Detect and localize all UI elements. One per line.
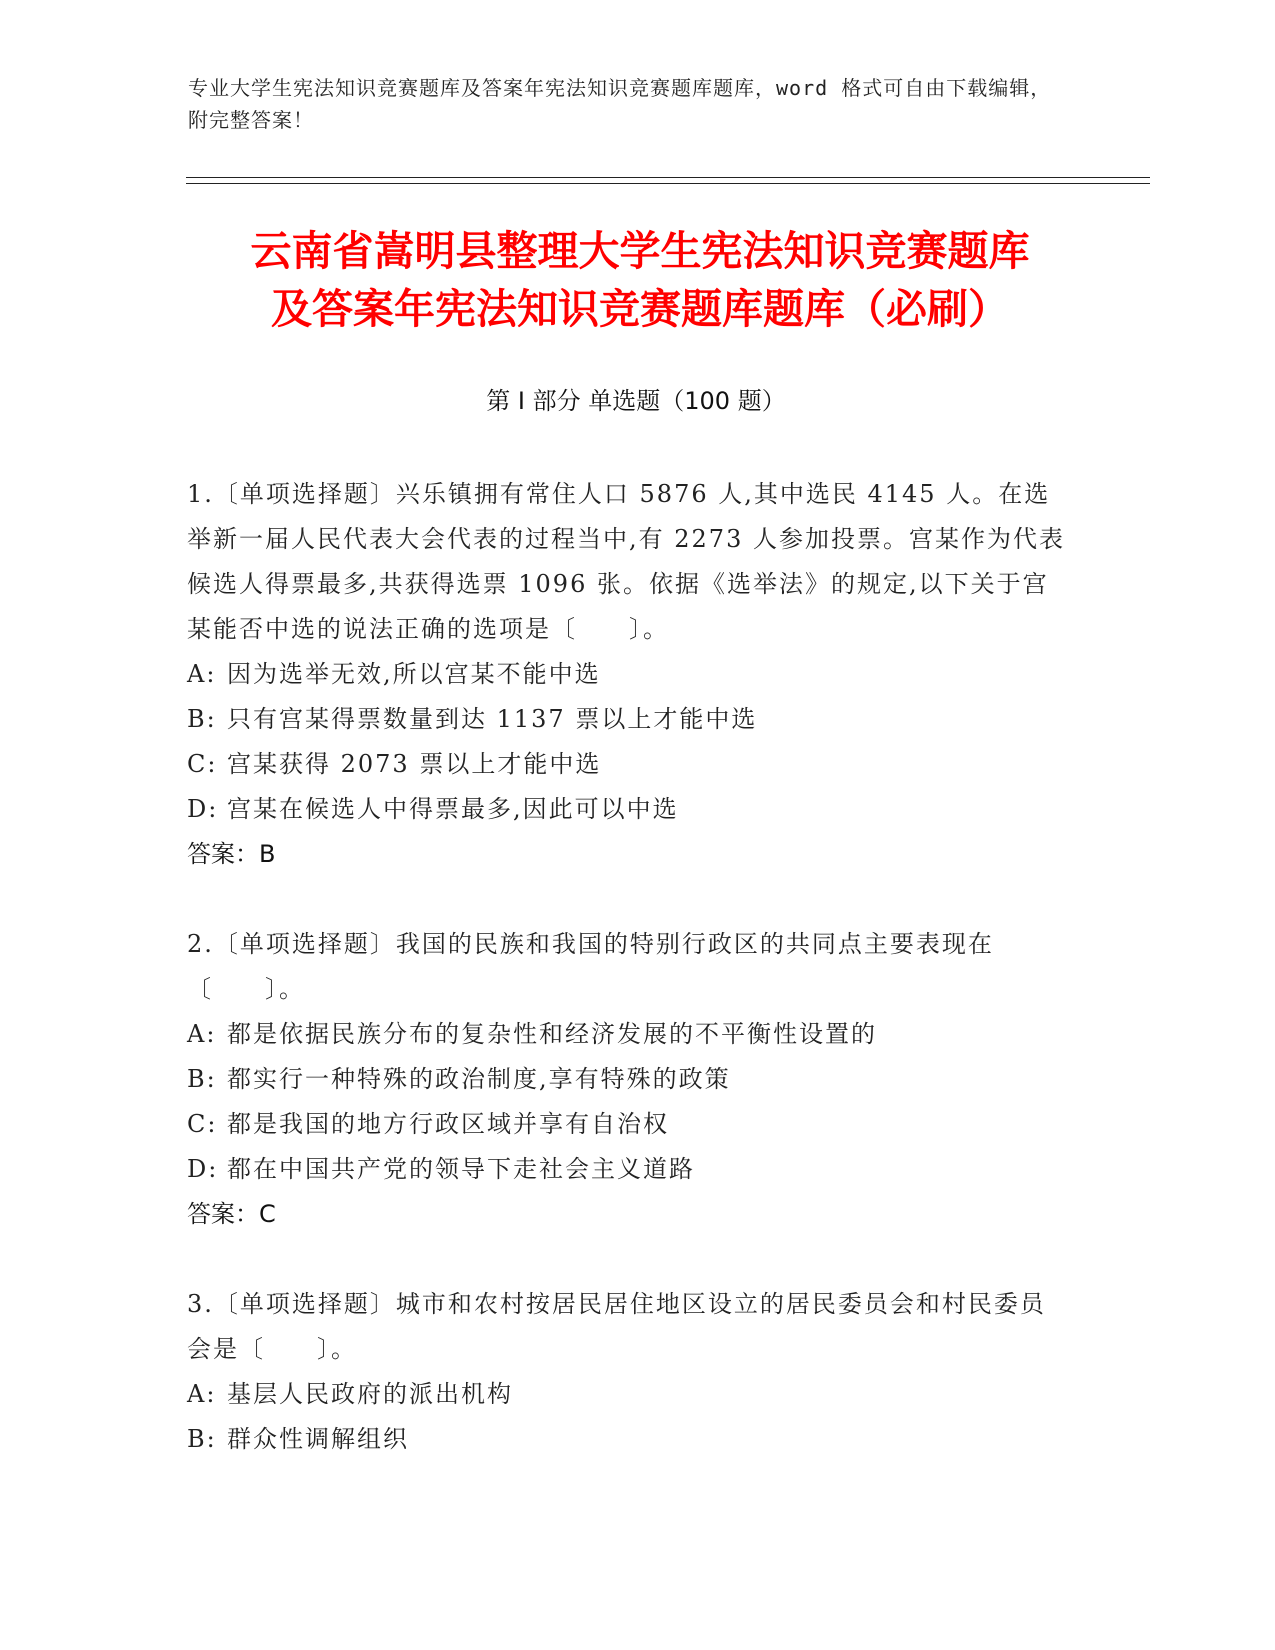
option-letter: C: (187, 1110, 218, 1138)
option-letter: C: (187, 750, 218, 778)
option-d (187, 1147, 1067, 1192)
header-divider-top (186, 177, 1150, 178)
option-b (187, 697, 1067, 742)
option-letter: D: (187, 1155, 219, 1183)
option-letter: B: (187, 1065, 217, 1093)
page-title-line-1: 云南省嵩明县整理大学生宪法知识竞赛题库 (250, 227, 1030, 275)
option-a (187, 1012, 1067, 1057)
section-title: 第 I 部分 单选题（100 题） (486, 387, 786, 415)
option-b (187, 1057, 1067, 1102)
option-letter: A: (187, 1380, 217, 1408)
answer-label: 答案：B (187, 840, 276, 868)
option-b (187, 1417, 1067, 1462)
option-a (187, 652, 1067, 697)
option-c (187, 1102, 1067, 1147)
option-text: 都实行一种特殊的政治制度,享有特殊的政策 (227, 1065, 731, 1093)
option-letter: B: (187, 1425, 217, 1453)
option-text: 都在中国共产党的领导下走社会主义道路 (227, 1155, 695, 1183)
option-text: 都是我国的地方行政区域并享有自治权 (227, 1110, 669, 1138)
option-text: 宫某在候选人中得票最多,因此可以中选 (227, 795, 679, 823)
option-d (187, 787, 1067, 832)
option-letter: D: (187, 795, 219, 823)
question-stem: 1.〔单项选择题〕兴乐镇拥有常住人口 5876 人,其中选民 4145 人。在选举新一届人民代表大会代表的过程当中,有 2273 人参加投票。宫某作为代表候选人得票最多,共获得选票 1096 张。依据《选举法》的规定,以下关于宫某能否中选的说法正确的选项是〔 〕。 (187, 480, 1065, 643)
option-text: 都是依据民族分布的复杂性和经济发展的不平衡性设置的 (227, 1020, 877, 1048)
header-note: 专业大学生宪法知识竞赛题库及答案年宪法知识竞赛题库题库，word 格式可自由下载编辑，附完整答案！ (188, 76, 1052, 132)
question-2 (187, 922, 1067, 1237)
option-text: 宫某获得 2073 票以上才能中选 (227, 750, 602, 778)
question-3 (187, 1282, 1067, 1462)
question-stem: 2.〔单项选择题〕我国的民族和我国的特别行政区的共同点主要表现在〔 〕。 (187, 930, 994, 1003)
option-text: 群众性调解组织 (227, 1425, 409, 1453)
option-letter: B: (187, 705, 217, 733)
question-list (187, 472, 1067, 1507)
page-title-line-2: 及答案年宪法知识竞赛题库题库（必刷） (271, 285, 1009, 333)
option-letter: A: (187, 1020, 217, 1048)
option-letter: A: (187, 660, 217, 688)
option-text: 因为选举无效,所以宫某不能中选 (227, 660, 601, 688)
option-c (187, 742, 1067, 787)
header-divider-bottom (186, 183, 1150, 184)
question-1 (187, 472, 1067, 877)
option-text: 只有宫某得票数量到达 1137 票以上才能中选 (227, 705, 758, 733)
question-stem: 3.〔单项选择题〕城市和农村按居民居住地区设立的居民委员会和村民委员会是〔 〕。 (187, 1290, 1046, 1363)
page-title (190, 222, 1090, 338)
answer-label: 答案：C (187, 1200, 276, 1228)
option-text: 基层人民政府的派出机构 (227, 1380, 513, 1408)
option-a (187, 1372, 1067, 1417)
